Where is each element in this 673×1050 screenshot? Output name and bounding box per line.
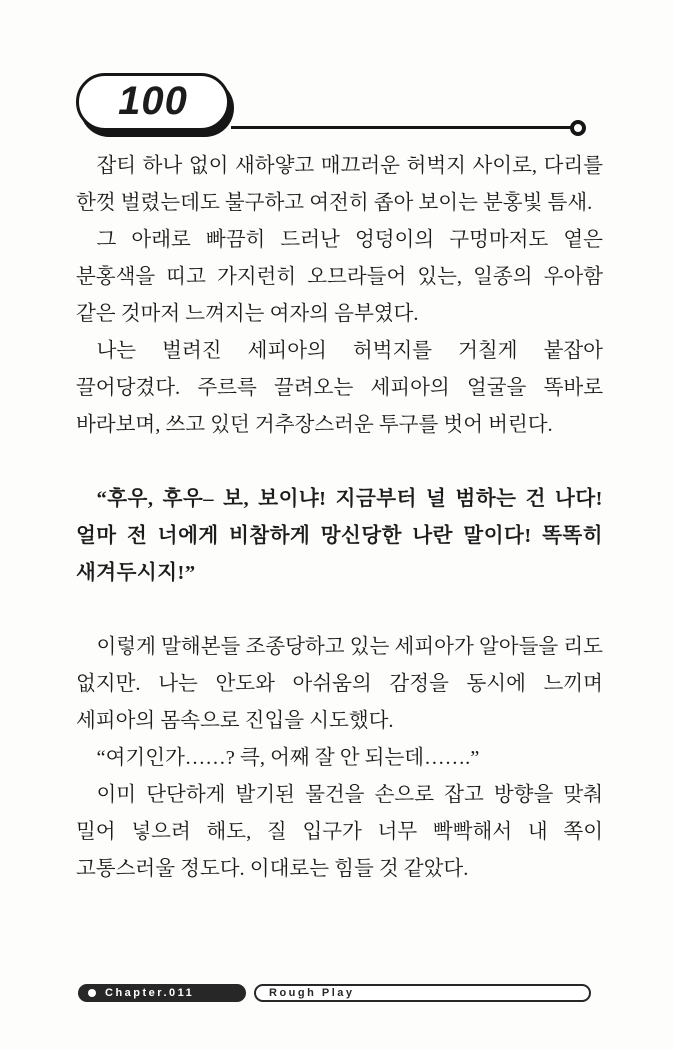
bullet-circle-icon xyxy=(88,989,96,997)
ring-icon xyxy=(570,120,586,136)
header-divider-line xyxy=(231,126,572,129)
body-paragraph: 이렇게 말해본들 조종당하고 있는 세피아가 알아들을 리도 없지만. 나는 안도와 아쉬움의 감정을 동시에 느끼며 세피아의 몸속으로 진입을 시도했다. xyxy=(76,636,603,732)
footer-chapter-badge xyxy=(78,984,246,1002)
page-number: 100 xyxy=(118,78,188,123)
footer-title-label: Rough Play xyxy=(269,987,355,999)
body-paragraph: 나는 벌려진 세피아의 허벅지를 거칠게 붙잡아 끌어당겼다. 주르륵 끌려오는 세피아의 얼굴을 똑바로 바라보며, 쓰고 있던 거추장스러운 투구를 벗어 버린다. xyxy=(76,340,603,436)
body-paragraph: 잡티 하나 없이 새하얗고 매끄러운 허벅지 사이로, 다리를 한껏 벌렸는데도 불구하고 여전히 좁아 보이는 분홍빛 틈새. xyxy=(76,155,603,214)
footer-title-badge xyxy=(254,984,591,1002)
body-paragraph: 이미 단단하게 발기된 물건을 손으로 잡고 방향을 맞춰 밀어 넣으려 해도, 질 입구가 너무 빡빡해서 내 쪽이 고통스러울 정도다. 이대로는 힘들 것 같았다. xyxy=(76,784,603,880)
body-paragraph: 그 아래로 빠끔히 드러난 엉덩이의 구멍마저도 옅은 분홍색을 띠고 가지런히 오므라들어 있는, 일종의 우아함 같은 것마저 느껴지는 여자의 음부였다. xyxy=(76,229,603,325)
footer-chapter-label: Chapter.011 xyxy=(105,987,195,999)
dialogue-paragraph: “후우, 후우– 보, 보이냐! 지금부터 널 범하는 건 나다! 얼마 전 너에게 비참하게 망신당한 나란 말이다! 똑똑히 새겨두시지!” xyxy=(76,488,603,584)
page-number-pill xyxy=(76,73,230,131)
body-paragraph: “여기인가……? 큭, 어째 잘 안 되는데…….” xyxy=(96,747,480,769)
page-text-block xyxy=(76,148,603,888)
